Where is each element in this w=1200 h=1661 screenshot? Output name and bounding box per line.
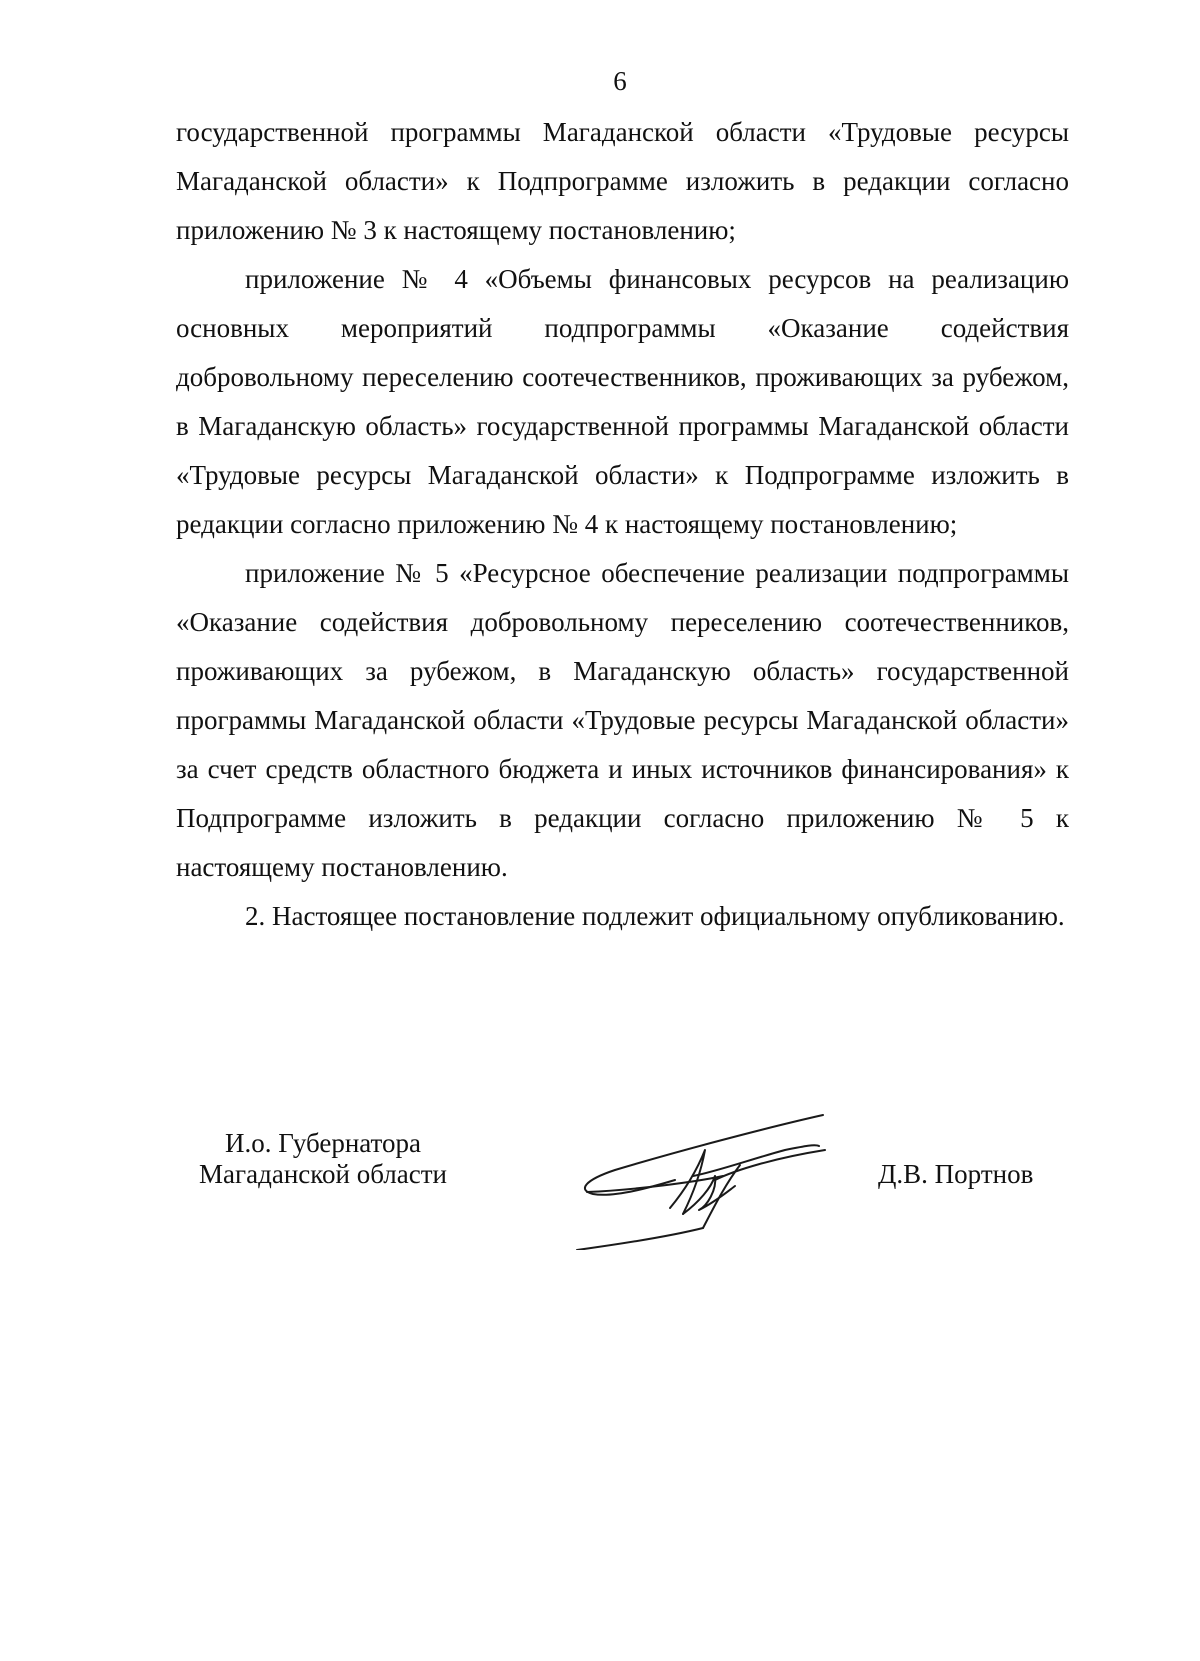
position-line-1: И.о. Губернатора (224, 1128, 421, 1158)
paragraph-3: приложение № 5 «Ресурсное обеспечение реализации подпрограммы «Оказание содействия добровольному переселению соотечественников, проживающих за рубежом, в Магаданскую область» государственной программы Магаданской области «Трудовые ресурсы Магаданской области» за счет средств областного бюджета и иных источников финансирования» к Подпрограмме изложить в редакции согласно приложению № 5 к настоящему постановлению. (176, 558, 1069, 882)
signer-name: Д.В. Портнов (878, 1159, 1034, 1189)
paragraph-1: государственной программы Магаданской области «Трудовые ресурсы Магаданской области» к Подпрограмме изложить в редакции согласно приложению № 3 к настоящему постановлению; (176, 117, 1069, 245)
handwritten-signature (575, 1110, 845, 1250)
signatory-position (183, 1128, 463, 1190)
paragraph-4: 2. Настоящее постановление подлежит официальному опубликованию. (245, 901, 1065, 931)
document-body (176, 108, 1069, 941)
position-line-2: Магаданской области (199, 1159, 447, 1189)
paragraph-2: приложение № 4 «Объемы финансовых ресурсов на реализацию основных мероприятий подпрограммы «Оказание содействия добровольному переселению соотечественников, проживающих за рубежом, в Магаданскую область» государственной программы Магаданской области «Трудовые ресурсы Магаданской области» к Подпрограмме изложить в редакции согласно приложению № 4 к настоящему постановлению; (176, 264, 1069, 539)
page-number: 6 (613, 66, 627, 96)
